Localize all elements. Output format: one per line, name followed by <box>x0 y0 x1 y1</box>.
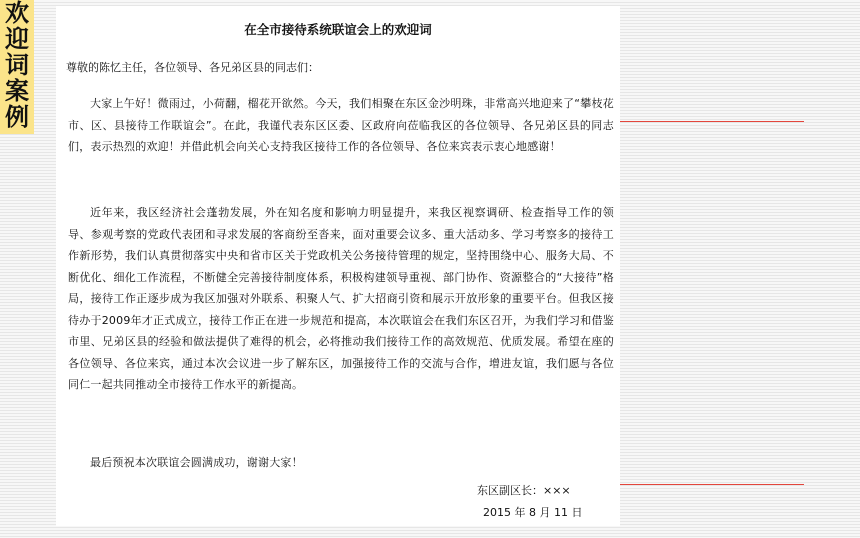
paragraph-closing: 最后预祝本次联谊会圆满成功，谢谢大家！ <box>90 456 303 469</box>
side-label-char: 案 <box>5 77 29 105</box>
signature-block <box>56 474 620 526</box>
document-sheet <box>56 6 620 474</box>
salutation: 尊敬的陈忆主任，各位领导、各兄弟区县的同志们： <box>66 61 319 74</box>
side-label-char: 例 <box>5 103 29 131</box>
document-title: 在全市接待系统联谊会上的欢迎词 <box>244 22 432 37</box>
divider-line <box>620 484 804 485</box>
paragraph-development: 近年来，我区经济社会蓬勃发展，外在知名度和影响力明显提升，来我区视察调研、检查指导工作的领导、参观考察的党政代表团和寻求发展的客商纷至沓来，面对重要会议多、重大活动多、学习考察多的接待工作新形势，我们认真贯彻落实中央和省市区关于党政机关公务接待管理的规定，坚持围绕中心、服务大局、不断优化、细化工作流程，不断健全完善接待制度体系，积极构建领导重视、部门协作、资源整合的“大接待”格局，接待工作正逐步成为我区加强对外联系、积聚人气、扩大招商引资和展示开放形象的重要平台。但我区接待办于2009年才正式成立，接待工作正在进一步规范和提高，本次联谊会在我们东区召开，为我们学习和借鉴市里、兄弟区县的经验和做法提供了难得的机会，必将推动我们接待工作的高效规范、优质发展。希望在座的各位领导、各位来宾，通过本次会议进一步了解东区，加强接待工作的交流与合作，增进友谊，我们愿与各位同仁一起共同推动全市接待工作水平的新提高。 <box>68 206 614 391</box>
side-label-char: 欢 <box>5 0 29 27</box>
signature-date: 2015 年 8 月 11 日 <box>483 506 583 519</box>
side-label <box>0 0 34 134</box>
paragraph-welcome: 大家上午好！微雨过，小荷翻，榴花开欲然。今天，我们相聚在东区金沙明珠，非常高兴地迎来了“攀枝花市、区、县接待工作联谊会”。在此，我谨代表东区区委、区政府向莅临我区的各位领导、各兄弟区县的同志们，表示热烈的欢迎！并借此机会向关心支持我区接待工作的各位领导、各位来宾表示衷心地感谢！ <box>68 97 614 153</box>
side-label-char: 迎 <box>5 25 29 53</box>
side-label-char: 词 <box>5 51 29 79</box>
divider-line <box>620 121 804 122</box>
signer: 东区副区长：××× <box>477 484 571 497</box>
